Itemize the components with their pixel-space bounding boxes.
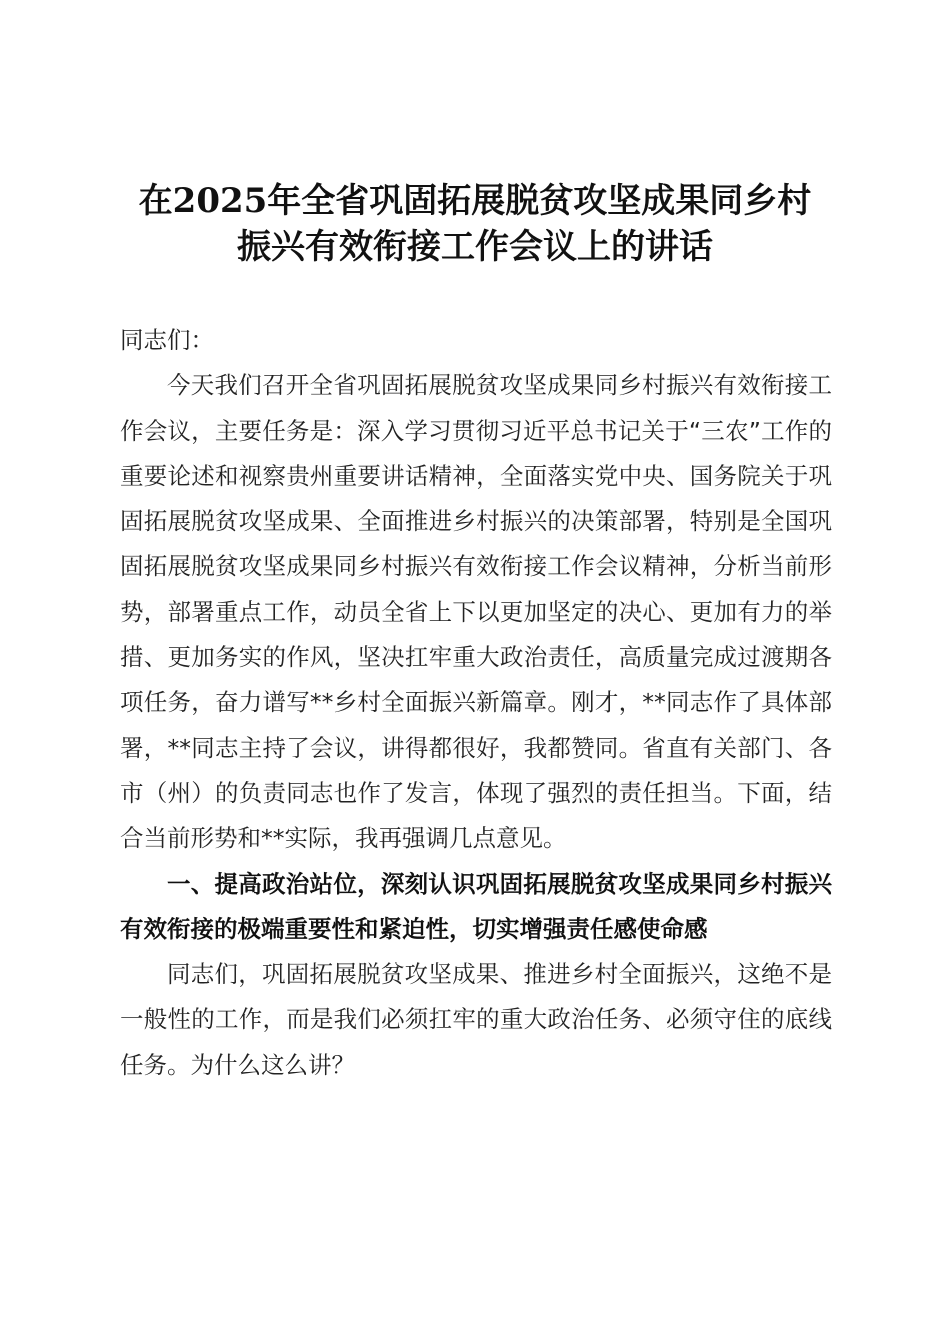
document-body <box>120 318 832 1088</box>
title-line-2: 振兴有效衔接工作会议上的讲话 <box>237 227 713 267</box>
section-heading-1: 一、提高政治站位，深刻认识巩固拓展脱贫攻坚成果同乡村振兴有效衔接的极端重要性和紧迫性，切实增强责任感使命感 <box>120 869 832 943</box>
paragraph-section-1: 同志们，巩固拓展脱贫攻坚成果、推进乡村全面振兴，这绝不是一般性的工作，而是我们必须扛牢的重大政治任务、必须守住的底线任务。为什么这么讲？ <box>120 960 832 1079</box>
title-line-1: 在2025年全省巩固拓展脱贫攻坚成果同乡村 <box>138 181 812 221</box>
paragraph-opening: 今天我们召开全省巩固拓展脱贫攻坚成果同乡村振兴有效衔接工作会议，主要任务是：深入学习贯彻习近平总书记关于“三农”工作的重要论述和视察贵州重要讲话精神，全面落实党中央、国务院关于巩固拓展脱贫攻坚成果、全面推进乡村振兴的决策部署，特别是全国巩固拓展脱贫攻坚成果同乡村振兴有效衔接工作会议精神，分析当前形势，部署重点工作，动员全省上下以更加坚定的决心、更加有力的举措、更加务实的作风，坚决扛牢重大政治责任，高质量完成过渡期各项任务，奋力谱写**乡村全面振兴新篇章。刚才，**同志作了具体部署，**同志主持了会议，讲得都很好，我都赞同。省直有关部门、各市（州）的负责同志也作了发言，体现了强烈的责任担当。下面，结合当前形势和**实际，我再强调几点意见。 <box>120 371 832 853</box>
document-title <box>80 178 870 270</box>
salutation: 同志们： <box>120 326 214 354</box>
